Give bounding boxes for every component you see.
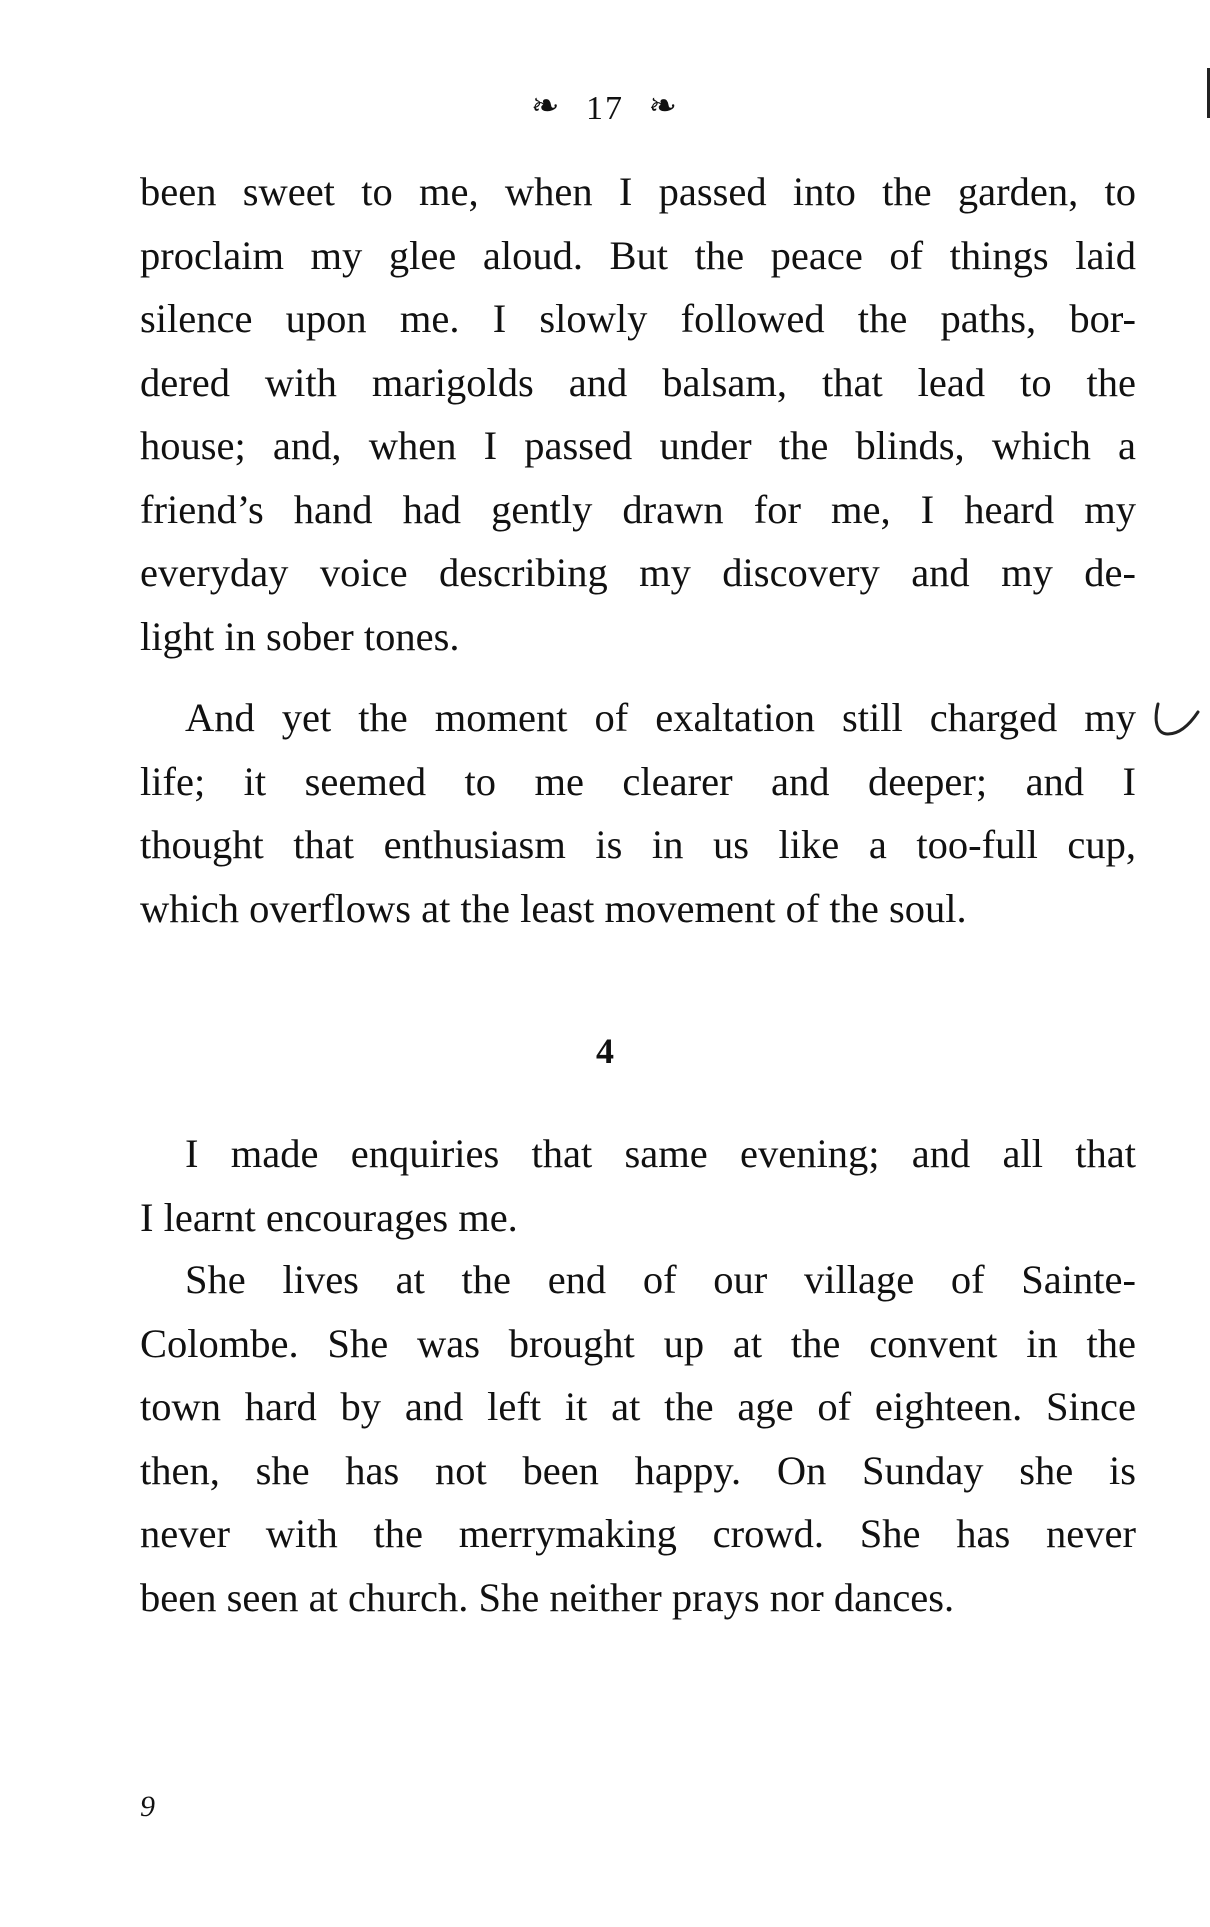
text-line: silence upon me. I slowly followed the paths, bor-: [140, 296, 1136, 341]
text-line: Colombe. She was brought up at the convent in the: [140, 1320, 1136, 1366]
text-line: friend’s hand had gently drawn for me, I heard my: [140, 486, 1136, 532]
text-line: house; and, when I passed under the blinds, which a: [140, 423, 1136, 468]
text-line: everyday voice describing my discovery and my de-: [140, 550, 1136, 595]
page-number: 17: [586, 90, 624, 127]
text-line: I learnt encourages me.: [140, 1194, 518, 1240]
text-line: I made enquiries that same evening; and all that: [185, 1131, 1136, 1176]
section-number: 4: [596, 1031, 614, 1071]
paragraph: [140, 1248, 1136, 1629]
text-line: been sweet to me, when I passed into the garden, to: [140, 169, 1136, 214]
text-line: life; it seemed to me clearer and deeper; and I: [140, 758, 1136, 804]
text-line: light in sober tones.: [140, 613, 460, 659]
text-line: thought that enthusiasm is in us like a too-full cup,: [140, 822, 1136, 867]
left-ornament-icon: ❧: [531, 88, 562, 125]
text-line: which overflows at the least movement of the soul.: [140, 885, 967, 931]
paragraph-continued: [140, 160, 1136, 668]
text-line: dered with marigolds and balsam, that lead to the: [140, 359, 1136, 405]
text-line: proclaim my glee aloud. But the peace of things laid: [140, 232, 1136, 278]
text-line: been seen at church. She neither prays nor dances.: [140, 1574, 955, 1620]
right-ornament-icon: ❧: [648, 88, 679, 125]
text-line: never with the merrymaking crowd. She has never: [140, 1511, 1136, 1556]
signature-mark: 9: [140, 1790, 155, 1823]
text-line: then, she has not been happy. On Sunday she is: [140, 1447, 1136, 1493]
paragraph: [140, 686, 1136, 940]
running-head: [0, 88, 1210, 128]
margin-annotation-mark: [1152, 690, 1202, 750]
text-line: She lives at the end of our village of Sainte-: [185, 1257, 1136, 1302]
paragraph: [140, 1122, 1136, 1249]
text-line: town hard by and left it at the age of eighteen. Since: [140, 1384, 1136, 1429]
text-line: And yet the moment of exaltation still charged my: [185, 695, 1136, 740]
